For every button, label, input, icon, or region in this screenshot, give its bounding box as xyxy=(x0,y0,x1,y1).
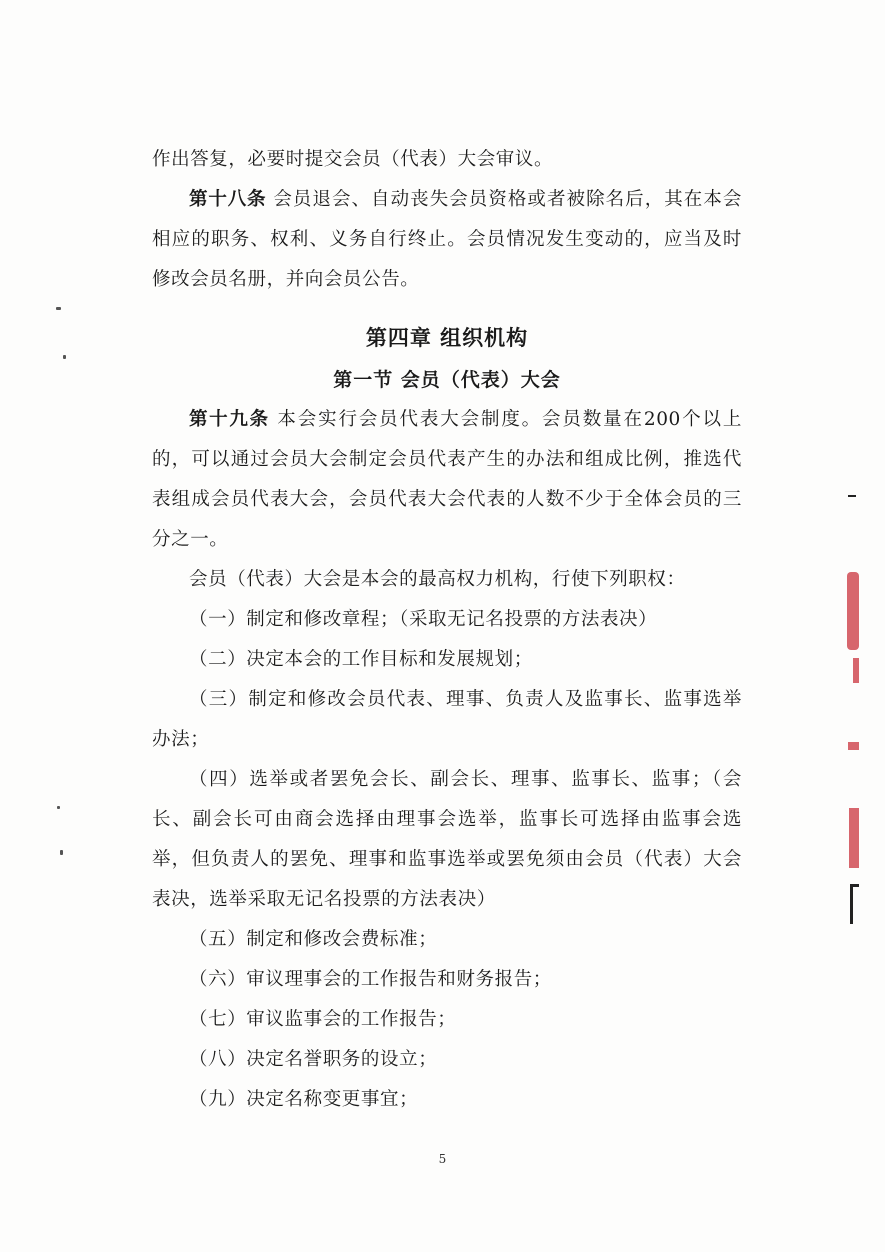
power-item: （四）选举或者罢免会长、副会长、理事、监事长、监事；（会长、副会长可由商会选择由理事会选举，监事长可选择由监事会选举，但负责人的罢免、理事和监事选举或罢免须由会员（代表）大会表决，选举采取无记名投票的方法表决） xyxy=(152,769,742,910)
article-19-number: 第十九条 xyxy=(189,409,270,430)
article-18-text: 会员退会、自动丧失会员资格或者被除名后，其在本会相应的职务、权利、义务自行终止。会员情况发生变动的，应当及时修改会员名册，并向会员公告。 xyxy=(152,189,742,290)
article-19 xyxy=(152,400,742,560)
power-item: （七）审议监事会的工作报告； xyxy=(189,1009,457,1030)
seal-stamp-fragment xyxy=(849,808,859,868)
power-item: （六）审议理事会的工作报告和财务报告； xyxy=(189,969,552,990)
seal-stamp-fragment xyxy=(847,572,859,650)
power-item: （五）制定和修改会费标准； xyxy=(189,929,438,950)
seal-stamp-fragment xyxy=(848,742,859,750)
powers-intro: 会员（代表）大会是本会的最高权力机构，行使下列职权： xyxy=(189,569,686,590)
scan-speck xyxy=(60,850,63,855)
paragraph-text: 作出答复，必要时提交会员（代表）大会审议。 xyxy=(152,149,554,170)
document-body xyxy=(152,140,742,1120)
scan-speck xyxy=(63,355,66,359)
page-number: 5 xyxy=(438,1152,447,1166)
scan-speck xyxy=(56,307,61,310)
power-item: （九）决定名称变更事宜； xyxy=(189,1089,419,1110)
article-18 xyxy=(152,180,742,300)
power-item: （八）决定名誉职务的设立； xyxy=(189,1049,438,1070)
article-19-text: 本会实行会员代表大会制度。会员数量在200个以上的，可以通过会员大会制定会员代表产生的办法和组成比例，推选代表组成会员代表大会，会员代表大会代表的人数不少于全体会员的三分之一。 xyxy=(152,409,743,550)
scan-edge-mark xyxy=(848,495,856,497)
paragraph-continuation xyxy=(152,140,742,180)
seal-stamp-fragment xyxy=(853,658,859,683)
scan-speck xyxy=(57,806,60,809)
scan-edge-mark xyxy=(850,884,853,924)
scan-edge-mark xyxy=(850,884,859,887)
chapter-title: 第四章 组织机构 xyxy=(365,326,529,350)
power-item: （二）决定本会的工作目标和发展规划； xyxy=(189,649,533,670)
article-18-number: 第十八条 xyxy=(189,189,267,210)
section-title: 第一节 会员（代表）大会 xyxy=(333,369,561,391)
power-item: （三）制定和修改会员代表、理事、负责人及监事长、监事选举办法； xyxy=(152,689,742,750)
power-item: （一）制定和修改章程；（采取无记名投票的方法表决） xyxy=(189,609,658,630)
